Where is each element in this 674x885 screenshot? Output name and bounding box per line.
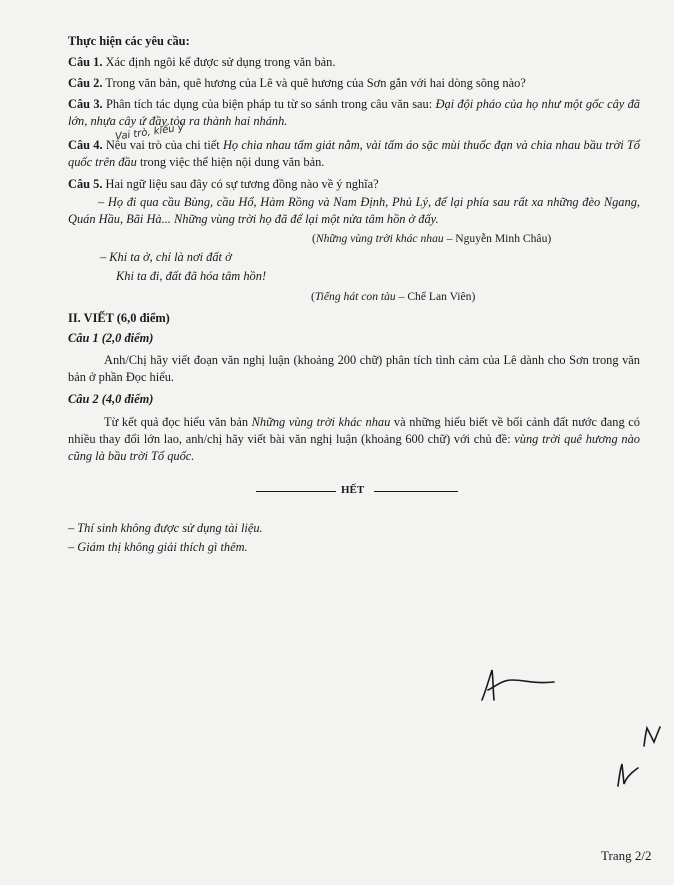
excerpt-2-source: (Tiếng hát con tàu – Chế Lan Viên) <box>311 290 476 303</box>
supervisor-signature-1 <box>474 662 564 707</box>
excerpt-1-source: (Những vùng trời khác nhau – Nguyễn Minh Châu) <box>312 232 552 245</box>
question-4-text-b: trong việc thể hiện nội dung văn bản. <box>139 155 325 169</box>
writing-question-1-text: Anh/Chị hãy viết đoạn văn nghị luận (khoảng 200 chữ) phân tích tình cảm của Lê dành cho Sơn trong văn bản ở phần Đọc hiểu. <box>68 353 640 384</box>
question-4 <box>68 137 640 171</box>
question-3 <box>68 96 640 130</box>
question-2-label: Câu 2. <box>68 76 103 90</box>
writing-question-2-text-b: và những hiểu biết về bối cảnh đất nước đang có nhiều thay đổi lớn lao, anh/chị hãy viết bài văn nghị luận (khoảng 600 chữ) với chủ đề: <box>68 415 640 446</box>
end-rule-left <box>256 491 336 492</box>
writing-question-2-topic: vùng trời quê hương nào cũng là bầu trời Tổ quốc. <box>68 432 640 463</box>
question-4-label: Câu 4. <box>68 138 103 152</box>
task-title: Thực hiện các yêu cầu: <box>68 34 190 48</box>
question-5-text: Hai ngữ liệu sau đây có sự tương đồng nào về ý nghĩa? <box>105 177 379 191</box>
question-2 <box>68 75 648 92</box>
note-1: – Thí sinh không được sử dụng tài liệu. <box>68 521 263 535</box>
question-4-quote: Họ chia nhau tấm giát nằm, vài tấm áo sặc mùi thuốc đạn và chia nhau bầu trời Tổ quốc trên đầu <box>68 138 640 169</box>
excerpt-1: – Họ đi qua cầu Bùng, cầu Hổ, Hàm Rồng và Nam Định, Phủ Lý, để lại phía sau rất xa những đèo Ngang, Quán Hầu, Bãi Hà... Những vùng trời họ đã để lại một nửa tâm hồn ở đấy. <box>68 195 640 226</box>
question-1 <box>68 54 638 71</box>
excerpt-2-source-author: – Chế Lan Viên) <box>395 290 476 303</box>
end-mark: HẾT <box>341 484 365 496</box>
writing-heading: II. VIẾT (6,0 điểm) <box>68 311 170 325</box>
question-5-label: Câu 5. <box>68 177 103 191</box>
excerpt-1-source-author: – Nguyễn Minh Châu) <box>443 232 552 245</box>
supervisor-signature-2 <box>640 724 666 750</box>
excerpt-2-source-title: Tiếng hát con tàu <box>314 290 396 303</box>
writing-question-2-text-a: Từ kết quả đọc hiểu văn bản <box>104 415 249 429</box>
question-1-label: Câu 1. <box>68 55 103 69</box>
writing-question-2-text <box>68 414 640 465</box>
poem-line-2: Khi ta đi, đất đã hóa tâm hồn! <box>116 269 267 283</box>
handwritten-annotation: Vai trò, kiểu ý <box>114 122 185 143</box>
question-3-quote: Đại đội pháo của họ như một gốc cây đã lớn, nhựa cây ứ đầy tỏa ra thành hai nhánh. <box>68 97 640 128</box>
writing-question-2-label: Câu 2 (4,0 điểm) <box>68 392 154 406</box>
end-rule-right <box>374 491 458 492</box>
excerpt-1-source-title: Những vùng trời khác nhau <box>315 232 444 245</box>
question-5 <box>68 176 638 193</box>
writing-question-2-title: Những vùng trời khác nhau <box>251 415 391 429</box>
supervisor-signature-3 <box>612 758 642 790</box>
question-3-text: Phân tích tác dụng của biện pháp tu từ so sánh trong câu văn sau: <box>105 97 433 111</box>
question-1-text: Xác định ngôi kể được sử dụng trong văn bản. <box>105 55 336 69</box>
note-2: – Giám thị không giải thích gì thêm. <box>68 540 248 554</box>
question-3-label: Câu 3. <box>68 97 103 111</box>
question-4-text-a: Nêu vai trò của chi tiết <box>105 138 220 152</box>
page-number: Trang 2/2 <box>601 848 652 863</box>
question-2-text: Trong văn bản, quê hương của Lê và quê hương của Sơn gắn với hai dòng sông nào? <box>105 76 526 90</box>
poem-line-1: – Khi ta ở, chỉ là nơi đất ở <box>100 250 232 264</box>
writing-question-1-label: Câu 1 (2,0 điểm) <box>68 331 154 345</box>
